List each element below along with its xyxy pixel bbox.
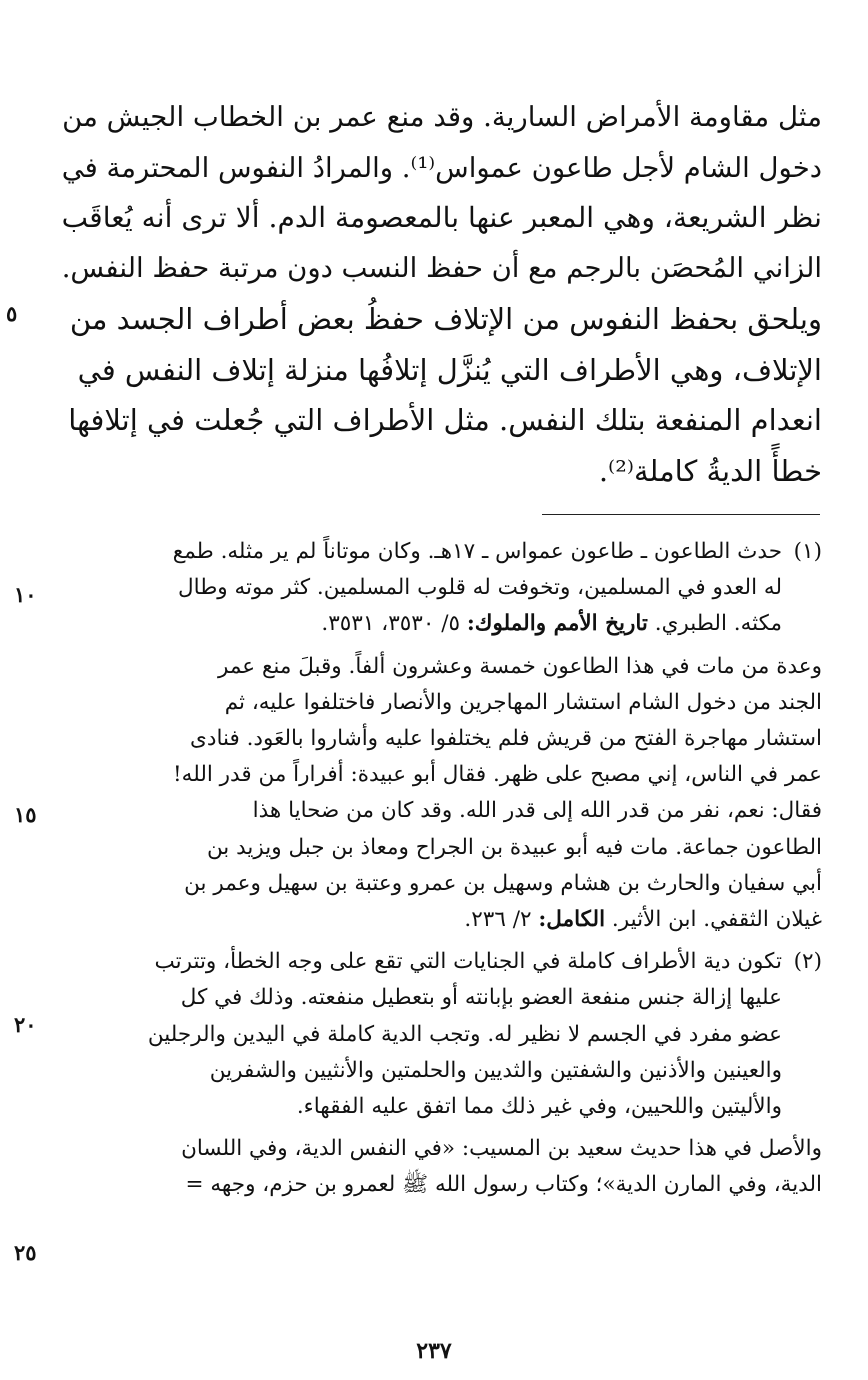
footnote-text: مكثه. الطبري. (654, 611, 782, 637)
footnote-line: والعينين والأذنين والشفتين والثديين والحلمتين والأنثيين والشفرين (209, 1057, 782, 1083)
text-line: دخول الشام لأجل طاعون عمواس⁽¹⁾. والمرادُ النفوس المحترمة في (61, 151, 822, 184)
footnote-line (46, 902, 822, 938)
margin-line-number: ٢٠ (14, 1012, 37, 1037)
footnote-line: والأصل في هذا حديث سعيد بن المسيب: «في النفس الدية، وفي اللسان (181, 1136, 822, 1162)
footnote-line: والأليتين واللحيين، وفي غير ذلك مما اتفق عليه الفقهاء. (296, 1094, 782, 1120)
text-line: الزاني المُحصَن بالرجم مع أن حفظ النسب دون مرتبة حفظ النفس. (61, 252, 822, 284)
footnote-number: (١) (793, 539, 822, 564)
margin-line-number: ١٠ (14, 582, 37, 607)
text-line: الإتلاف، وهي الأطراف التي يُنزَّل إتلافُها منزلة إتلاف النفس في (77, 352, 822, 387)
footnote-line: له العدو في المسلمين، وتخوفت له قلوب المسلمين. كثر موته وطال (178, 575, 782, 601)
text-line: نظر الشريعة، وهي المعبر عنها بالمعصومة الدم. ألا ترى أنه يُعاقَب (61, 201, 822, 234)
footnote-line: الطاعون جماعة. مات فيه أبو عبيدة بن الجراح ومعاذ بن جبل ويزيد بن (206, 834, 822, 860)
footnote-line: تكون دية الأطراف كاملة في الجنايات التي تقع على وجه الخطأ، وتترتب (154, 949, 782, 975)
margin-line-number: ١٥ (14, 802, 37, 827)
footnote-line: فقال: نعم، نفر من قدر الله إلى قدر الله. وقد كان من ضحايا هذا (252, 798, 822, 824)
reference-title: الكامل: (538, 907, 606, 933)
footnote-line (46, 606, 782, 642)
text-line: ويلحق بحفظ النفوس من الإتلاف حفظُ بعض أطراف الجسد من (69, 302, 822, 336)
reference-pages: ٢/ ٢٣٦. (464, 907, 532, 933)
footnote-line: عليها إزالة جنس منفعة العضو بإبانته أو بتعطيل منفعته. وذلك في كل (180, 985, 782, 1011)
footnote-separator (542, 514, 820, 515)
footnote-2 (46, 944, 822, 1125)
margin-line-number: ٢٥ (14, 1240, 37, 1265)
footnote-line: وعدة من مات في هذا الطاعون خمسة وعشرون ألفاً. وقبلَ منع عمر (218, 653, 822, 679)
footnotes (46, 534, 822, 1210)
main-text (46, 92, 822, 496)
text-line: مثل مقاومة الأمراض السارية. وقد منع عمر بن الخطاب الجيش من (62, 100, 822, 133)
margin-line-number: ٥ (6, 301, 18, 326)
footnote-line: أبي سفيان والحارث بن هشام وسهيل بن عمرو وعتبة بن سهيل وعمر بن (184, 870, 822, 896)
footnote-2-continuation (46, 1131, 822, 1203)
footnote-line: عضو مفرد في الجسم لا نظير له. وتجب الدية كاملة في اليدين والرجلين (147, 1021, 782, 1047)
footnote-line: الدية، وفي المارن الدية»؛ وكتاب رسول الله ﷺ لعمرو بن حزم، وجهه = (185, 1172, 822, 1198)
footnote-1 (46, 534, 822, 643)
text-line: خطأً الديةُ كاملة⁽²⁾. (598, 453, 822, 488)
footnote-line: عمر في الناس، إني مصبح على ظهر. فقال أبو عبيدة: أفراراً من قدر الله! (173, 762, 822, 788)
footnote-line: استشار مهاجرة الفتح من قريش فلم يختلفوا عليه وأشاروا بالعَود. فنادى (190, 726, 822, 752)
footnote-text: غيلان الثقفي. ابن الأثير. (611, 907, 822, 933)
footnote-1-continuation (46, 649, 822, 939)
footnote-line: حدث الطاعون ـ طاعون عمواس ـ ١٧هـ. وكان موتاناً لم ير مثله. طمع (172, 539, 782, 564)
main-paragraph (46, 92, 822, 496)
reference-pages: ٥/ ٣٥٣٠، ٣٥٣١. (321, 611, 461, 637)
footnote-number: (٢) (793, 949, 822, 975)
footnote-line: الجند من دخول الشام استشار المهاجرين والأنصار فاختلفوا عليه، ثم (224, 689, 822, 715)
page-number: ٢٣٧ (416, 1338, 452, 1364)
reference-title: تاريخ الأمم والملوك: (466, 611, 648, 637)
text-line: انعدام المنفعة بتلك النفس. مثل الأطراف التي جُعلت في إتلافها (68, 403, 822, 437)
